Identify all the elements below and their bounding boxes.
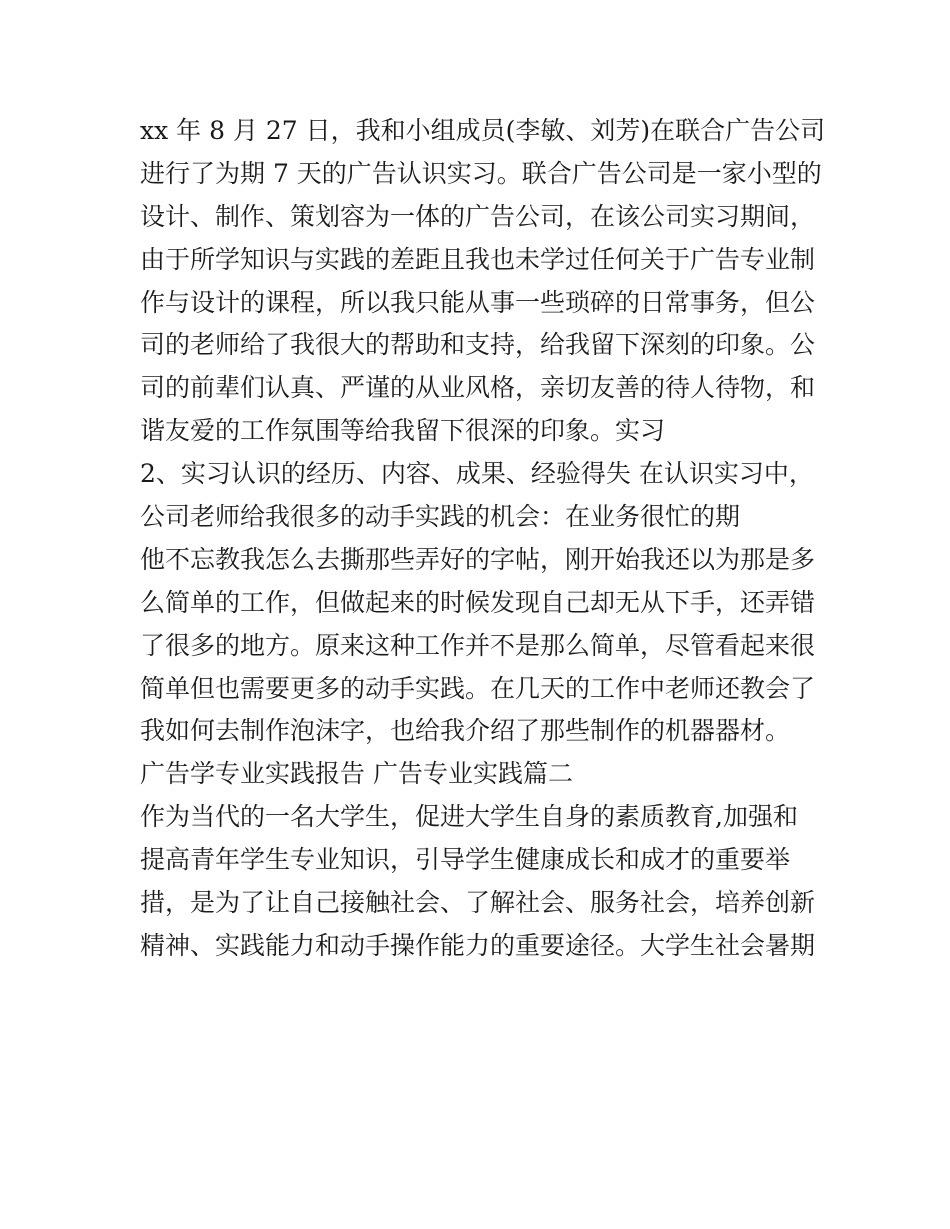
text-line: 么简单的工作，但做起来的时候发现自己却无从下手，还弄错 — [140, 587, 816, 617]
text-line: 谐友爱的工作氛围等给我留下很深的印象。实习 — [140, 416, 666, 446]
text-line: 我如何去制作泡沫字，也给我介绍了那些制作的机器器材。 — [140, 716, 791, 746]
section-heading-line: 2、实习认识的经历、内容、成果、经验得失 在认识实习中， — [140, 459, 814, 489]
text-line: 精神、实践能力和动手操作能力的重要途径。大学生社会暑期 — [140, 930, 816, 960]
text-line: 由于所学知识与实践的差距且我也未学过任何关于广告专业制 — [140, 244, 816, 274]
text-line: 提高青年学生专业知识，引导学生健康成长和成才的重要举 — [140, 845, 791, 875]
text-line: 司的老师给了我很大的帮助和支持，给我留下深刻的印象。公 — [140, 330, 816, 360]
text-line: 作为当代的一名大学生，促进大学生自身的素质教育,加强和 — [140, 802, 798, 832]
section-title-line: 广告学专业实践报告 广告专业实践篇二 — [140, 759, 573, 789]
text-line: 了很多的地方。原来这种工作并不是那么简单，尽管看起来很 — [140, 630, 816, 660]
text-line: 司的前辈们认真、严谨的从业风格，亲切友善的待人待物，和 — [140, 373, 816, 403]
text-line: 进行了为期 7 天的广告认识实习。联合广告公司是一家小型的 — [140, 158, 822, 188]
text-line: 简单但也需要更多的动手实践。在几天的工作中老师还教会了 — [140, 673, 816, 703]
text-line: 设计、制作、策划容为一体的广告公司，在该公司实习期间， — [140, 201, 816, 231]
text-line: 措，是为了让自己接触社会、了解社会、服务社会，培养创新 — [140, 888, 816, 918]
text-line: 作与设计的课程，所以我只能从事一些琐碎的日常事务，但公 — [140, 287, 816, 317]
document-body — [140, 110, 830, 968]
text-line: xx 年 8 月 27 日，我和小组成员(李敏、刘芳)在联合广告公司 — [140, 116, 826, 145]
text-line: 他不忘教我怎么去撕那些弄好的字帖，刚开始我还以为那是多 — [140, 544, 816, 574]
text-line: 公司老师给我很多的动手实践的机会：在业务很忙的期 — [140, 502, 741, 532]
